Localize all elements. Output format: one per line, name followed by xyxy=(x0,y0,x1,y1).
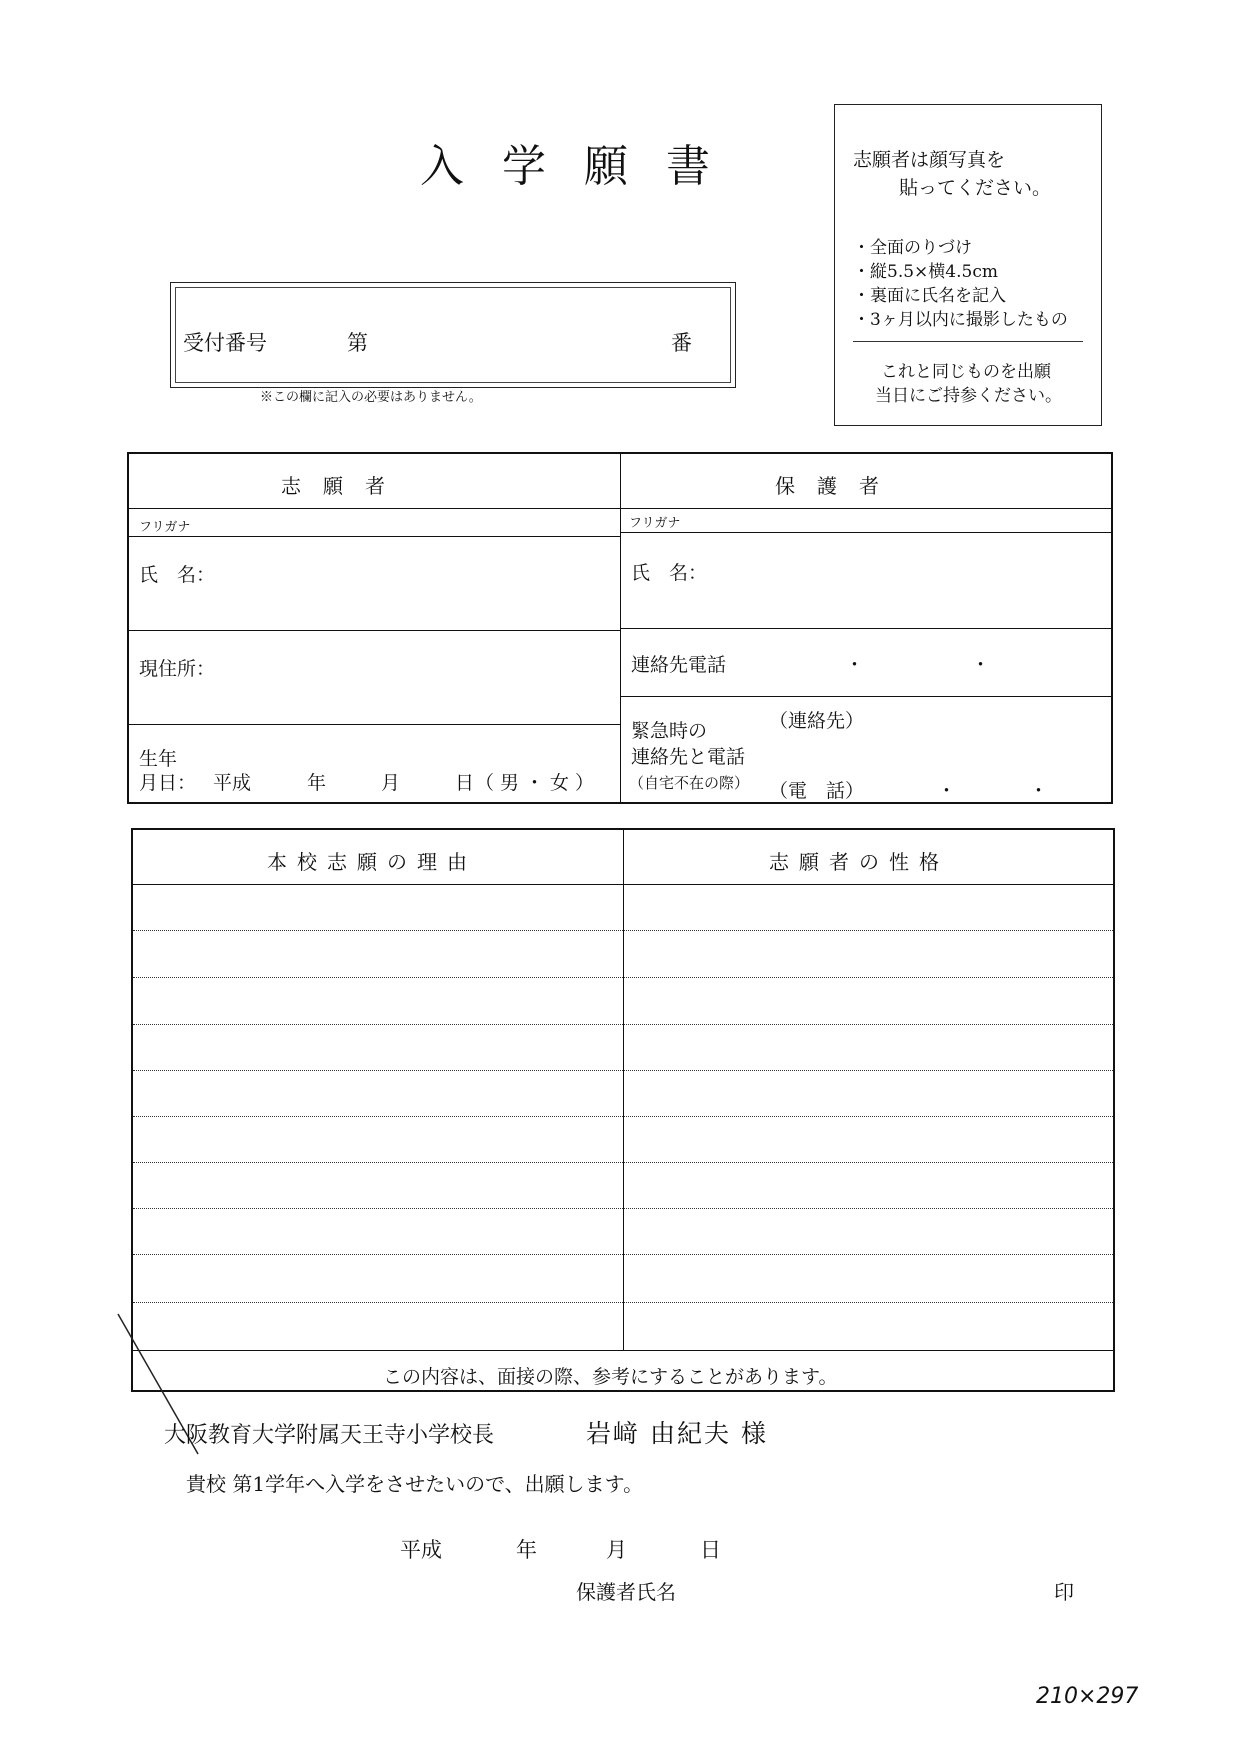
table1-header-rule xyxy=(129,508,1111,509)
writing-line xyxy=(133,1162,1113,1163)
phone-separator: ・ xyxy=(845,654,865,676)
seal-mark: 印 xyxy=(1054,1580,1074,1604)
photo-footer-line2: 当日にご持参ください。 xyxy=(875,386,1062,406)
photo-footer-line1: これと同じものを出願 xyxy=(881,362,1051,382)
table1-address-rule xyxy=(129,724,620,725)
applicant-address-label: 現住所： xyxy=(139,658,216,680)
handwritten-paper-size: 210×297 xyxy=(1036,1684,1139,1709)
birth-day-label: 日 xyxy=(455,772,475,794)
phone-separator: ・ xyxy=(971,654,991,676)
reception-note: ※この欄に記入の必要はありません。 xyxy=(260,390,482,405)
birth-era: 平成 xyxy=(213,772,252,794)
photo-bullet: ・3ヶ月以内に撮影したもの xyxy=(853,310,1068,330)
birth-label-line1: 生年 xyxy=(139,748,178,770)
writing-line xyxy=(133,1070,1113,1071)
writing-line xyxy=(133,1024,1113,1025)
guardian-name-label-bottom: 保護者氏名 xyxy=(576,1580,676,1604)
table1-name-rule-left xyxy=(129,630,620,631)
birth-year-label: 年 xyxy=(307,772,327,794)
table1-furigana-rule-left xyxy=(129,536,620,537)
table2-center-divider xyxy=(623,830,624,1350)
date-day-label: 日 xyxy=(700,1538,721,1562)
writing-line xyxy=(133,1254,1113,1255)
applicant-guardian-table xyxy=(127,452,1113,804)
personality-header: 志願者の性格 xyxy=(769,850,949,874)
reason-personality-table xyxy=(131,828,1115,1392)
applicant-name-label: 氏 名： xyxy=(139,564,216,586)
interview-note: この内容は、面接の際、参考にすることがあります。 xyxy=(383,1366,838,1388)
emergency-contact-label: （連絡先） xyxy=(769,710,865,732)
reason-header: 本校志願の理由 xyxy=(267,850,477,874)
reception-number-box xyxy=(170,282,736,388)
tel-separator: ・ xyxy=(937,780,957,802)
form-title: 入学願書 xyxy=(420,141,748,192)
writing-line xyxy=(133,930,1113,931)
guardian-phone-label: 連絡先電話 xyxy=(631,654,727,676)
writing-line xyxy=(133,1302,1113,1303)
emergency-label-line1: 緊急時の xyxy=(631,720,708,742)
date-month-label: 月 xyxy=(606,1538,627,1562)
date-era: 平成 xyxy=(400,1538,442,1562)
photo-instruction-line1: 志願者は顔写真を xyxy=(853,149,1006,171)
applicant-header: 志願者 xyxy=(281,474,407,498)
principal-name: 岩﨑 由紀夫 様 xyxy=(586,1419,768,1448)
photo-bullet: ・裏面に氏名を記入 xyxy=(853,286,1006,306)
applicant-furigana-label: フリガナ xyxy=(139,520,191,535)
birth-month-label: 月 xyxy=(381,772,401,794)
birth-label-line2: 月日： xyxy=(139,772,197,794)
gender-choice: （男・女） xyxy=(475,772,601,794)
emergency-tel-label: （電 話） xyxy=(769,780,865,802)
addressee: 大阪教育大学附属天王寺小学校長 xyxy=(164,1423,495,1448)
guardian-furigana-label: フリガナ xyxy=(629,516,681,531)
photo-instruction-line2: 貼ってください。 xyxy=(899,177,1052,199)
table2-footer-rule xyxy=(133,1350,1113,1351)
guardian-name-label: 氏 名： xyxy=(631,562,708,584)
photo-divider xyxy=(853,341,1083,342)
guardian-header: 保護者 xyxy=(775,474,901,498)
table2-header-rule xyxy=(133,884,1113,885)
emergency-label-line2: 連絡先と電話 xyxy=(631,746,746,768)
emergency-label-line3: （自宅不在の際） xyxy=(629,774,750,792)
photo-bullet: ・縦5.5×横4.5cm xyxy=(853,262,998,282)
application-request: 貴校 第1学年へ入学をさせたいので、出願します。 xyxy=(186,1472,644,1496)
table1-phone-rule xyxy=(620,696,1111,697)
writing-line xyxy=(133,1116,1113,1117)
writing-line xyxy=(133,977,1113,978)
photo-box xyxy=(834,104,1102,426)
reception-ban: 番 xyxy=(671,331,692,355)
reception-dai: 第 xyxy=(347,331,368,355)
table1-name-rule-right xyxy=(620,628,1111,629)
photo-bullet: ・全面のりづけ xyxy=(853,238,972,258)
table1-furigana-rule-right xyxy=(620,532,1111,533)
date-year-label: 年 xyxy=(516,1538,537,1562)
writing-line xyxy=(133,1208,1113,1209)
tel-separator: ・ xyxy=(1029,780,1049,802)
reception-label: 受付番号 xyxy=(183,331,267,355)
